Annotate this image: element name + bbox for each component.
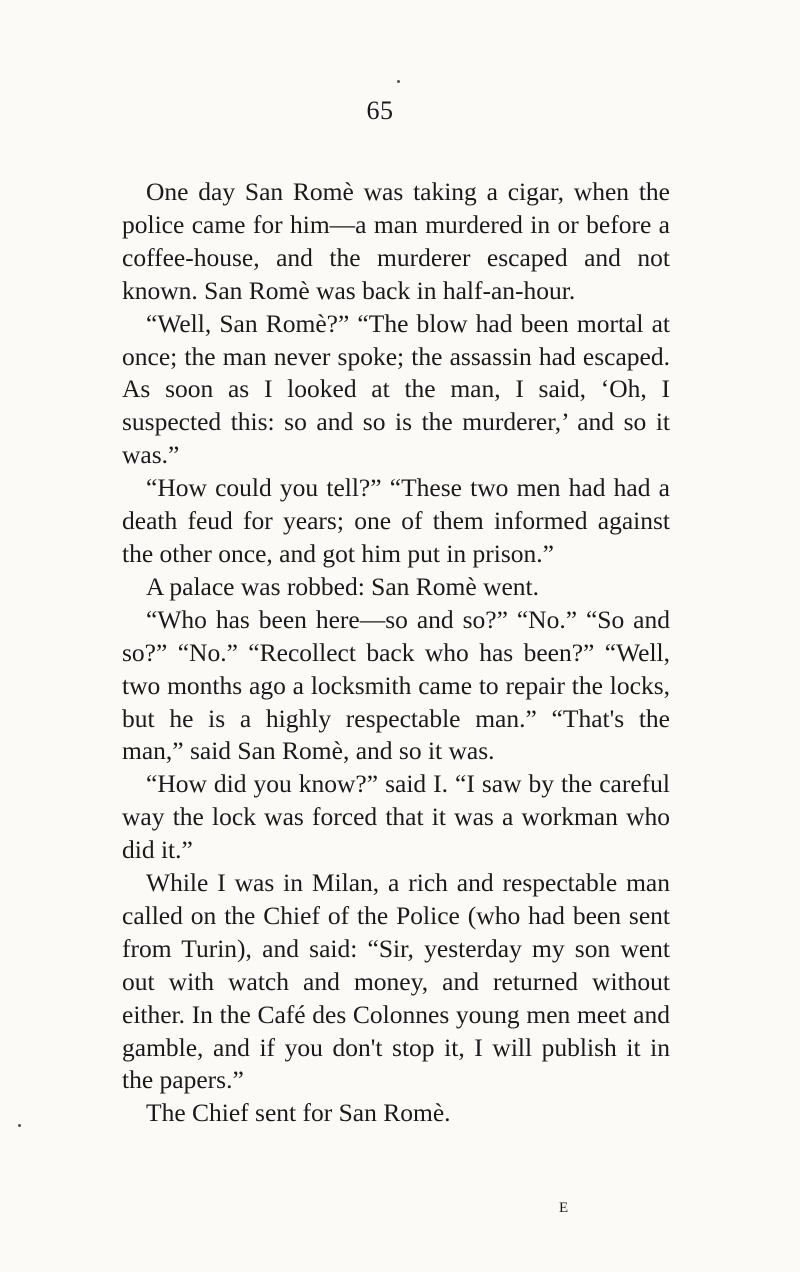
signature-mark: E [559,1200,569,1216]
paragraph: A palace was robbed: San Romè went. [146,571,540,601]
paragraph: “Well, San Romè?” “The blow had been mortal at once; the man never spoke; the assassin had escaped. As soon as I looked at the man, I said, ‘Oh, I suspected this: so and so is the murderer,’ and so it was.” [122,308,670,470]
page-number: 65 [366,96,394,125]
page-body [122,176,670,1130]
paragraph: The Chief sent for San Romè. [146,1098,451,1128]
paragraph: “Who has been here—so and so?” “No.” “So and so?” “No.” “Recollect back who has been?” “Well, two months ago a locksmith came to repair the locks, but he is a highly respectable man.” “That's the man,” said San Romè, and so it was. [122,604,670,766]
paragraph: “How could you tell?” “These two men had had a death feud for years; one of them informed against the other once, and got him put in prison.” [122,473,670,568]
paragraph: One day San Romè was taking a cigar, when the police came for him—a man murdered in or before a coffee-house, and the murderer escaped and not known. San Romè was back in half-an-hour. [122,177,670,305]
ink-speck [397,80,400,83]
ink-speck [18,1124,21,1127]
paragraph: “How did you know?” said I. “I saw by the careful way the lock was forced that it was a workman who did it.” [122,769,670,865]
paragraph: While I was in Milan, a rich and respectable man called on the Chief of the Police (who had been sent from Turin), and said: “Sir, yesterday my son went out with watch and money, and returned without either. In the Café des Colonnes young men meet and gamble, and if you don't stop it, I will publish it in the papers.” [122,868,670,1095]
